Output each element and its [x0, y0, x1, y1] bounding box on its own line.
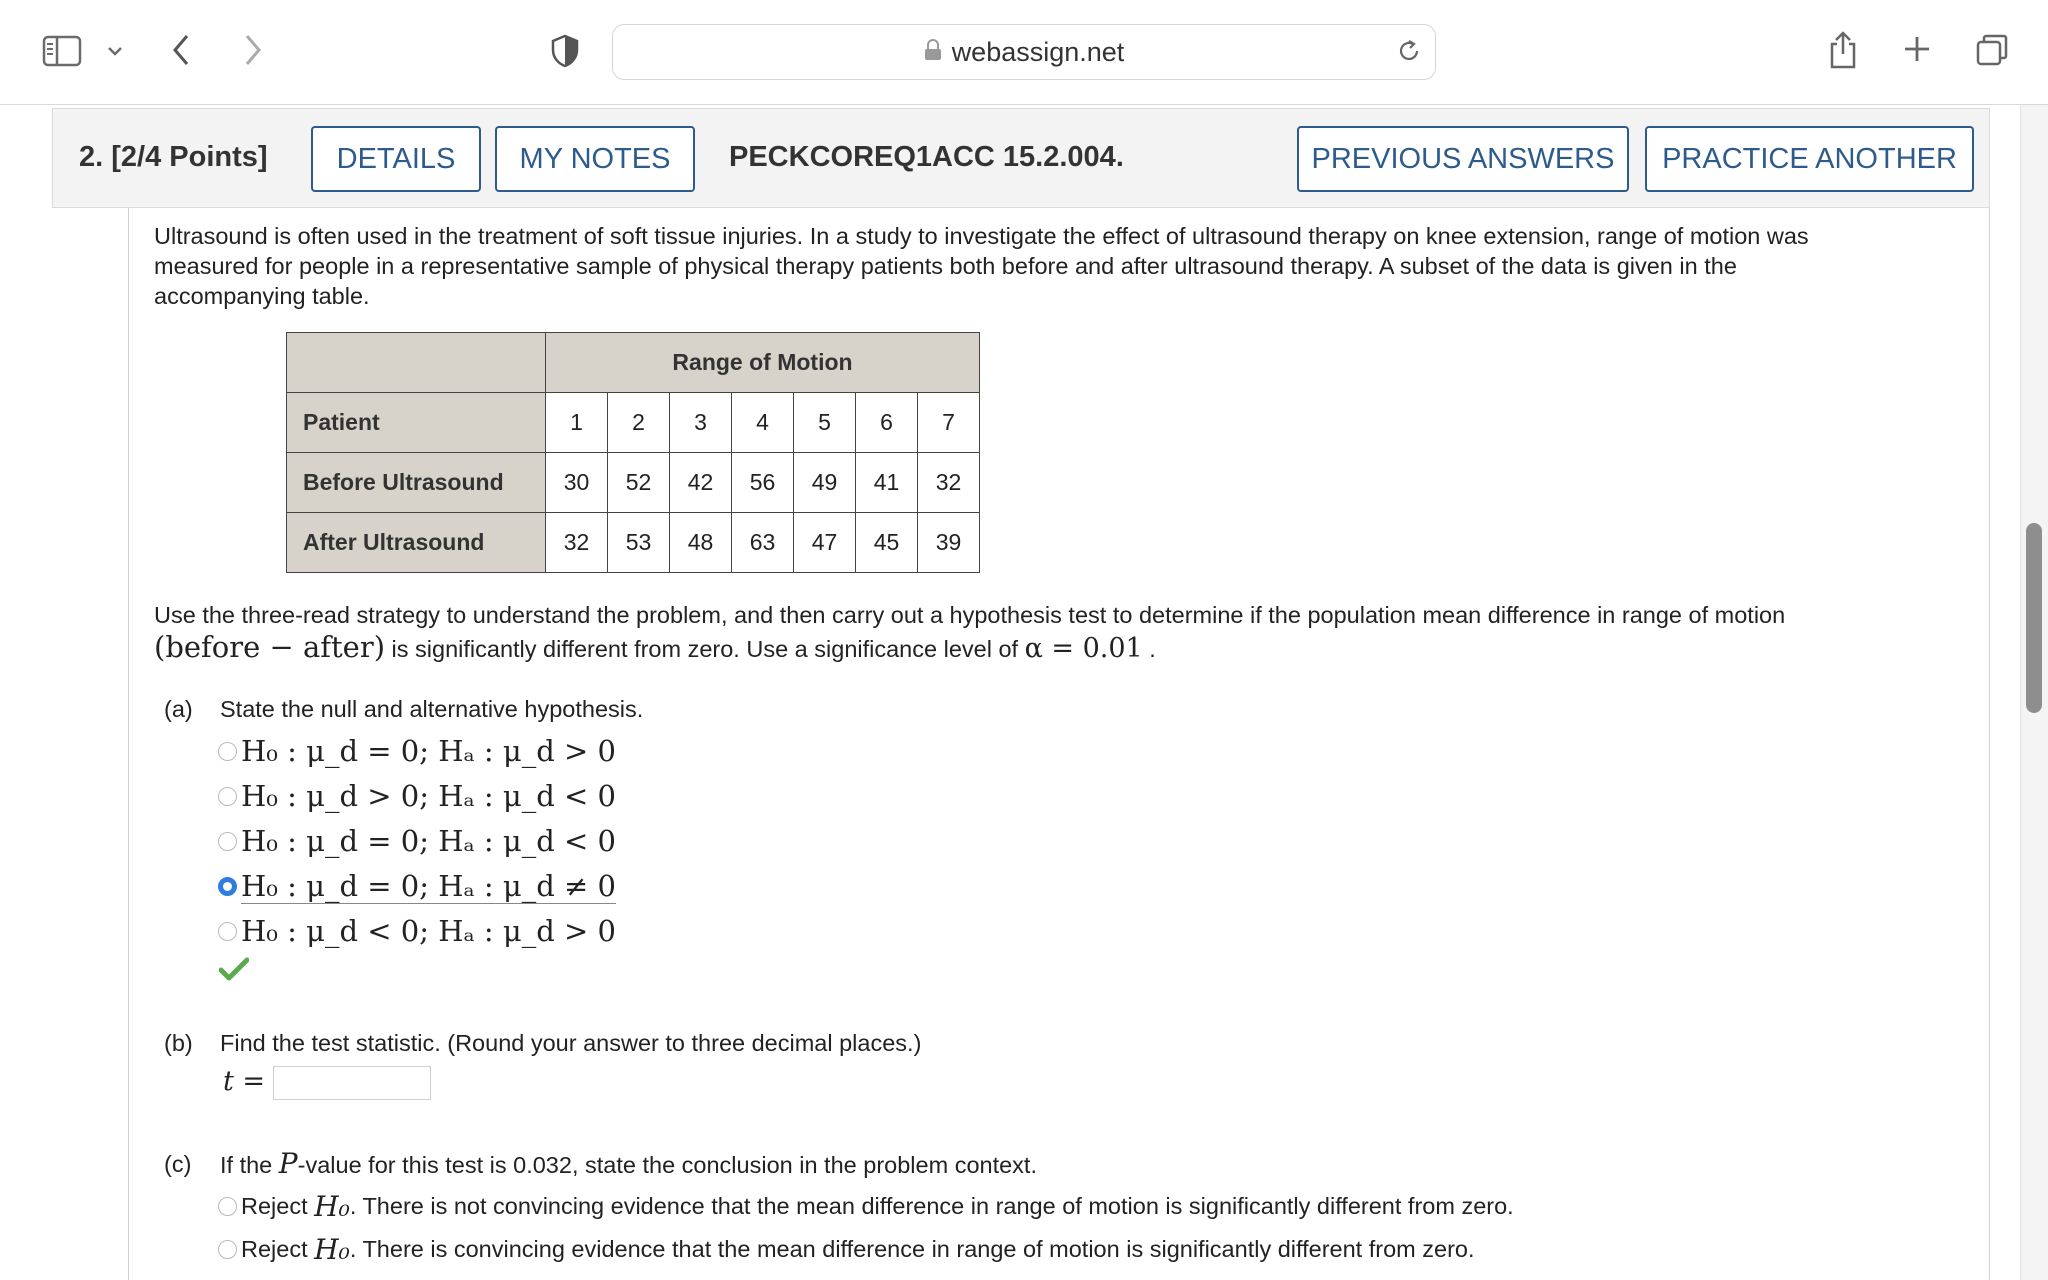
table-row	[287, 453, 980, 513]
conclusion-option[interactable]: Reject H₀ . There is convincing evidence that the mean difference in range of motion is significantly different from zero.	[218, 1233, 1475, 1266]
question-header	[52, 108, 1990, 208]
question-code: PECKCOREQ1ACC 15.2.004.	[729, 141, 1124, 173]
sidebar-toggle-icon[interactable]	[40, 34, 84, 68]
tab-overview-icon[interactable]	[1974, 32, 2010, 68]
radio-button[interactable]	[218, 922, 237, 941]
table-cell: 39	[918, 513, 980, 573]
table-row	[287, 393, 980, 453]
intro-text: Ultrasound is often used in the treatment of soft tissue injuries. In a study to investigate the effect of ultrasound therapy on knee extension, range of motion was measured for people in a representative sample of physical therapy patients both before and after ultrasound therapy. A subset of the data is given in the accompanying table.	[154, 223, 1809, 309]
table-cell: 1	[546, 393, 608, 453]
back-icon[interactable]	[166, 30, 196, 70]
option-text: H₀ : μ_d = 0; Hₐ : μ_d ≠ 0	[241, 868, 616, 903]
hypothesis-option[interactable]	[218, 821, 616, 861]
difference-expression: (before − after)	[154, 630, 386, 664]
part-a-prompt: State the null and alternative hypothesis.	[220, 696, 644, 722]
table-cell: 4	[732, 393, 794, 453]
browser-toolbar	[0, 0, 2048, 105]
radio-button[interactable]	[218, 742, 237, 761]
table-corner	[287, 333, 546, 393]
my-notes-button[interactable]: MY NOTES	[495, 126, 695, 192]
radio-button-selected[interactable]	[218, 877, 237, 896]
practice-another-button[interactable]: PRACTICE ANOTHER	[1645, 126, 1974, 192]
table-cell: 47	[794, 513, 856, 573]
table-cell: 53	[608, 513, 670, 573]
t-label: t =	[223, 1066, 266, 1097]
question-number: 2. [2/4 Points]	[79, 141, 268, 173]
table-cell: 3	[670, 393, 732, 453]
table-cell: 52	[608, 453, 670, 513]
details-button[interactable]: DETAILS	[311, 126, 481, 192]
address-domain: webassign.net	[951, 36, 1125, 67]
check-icon	[219, 956, 249, 982]
table-cell: 7	[918, 393, 980, 453]
table-cell: 32	[918, 453, 980, 513]
row-label: After Ultrasound	[287, 513, 546, 573]
part-a-label: (a)	[164, 696, 193, 722]
table-cell: 6	[856, 393, 918, 453]
hypothesis-option[interactable]	[218, 731, 616, 771]
table-cell: 42	[670, 453, 732, 513]
table-cell: 32	[546, 513, 608, 573]
share-icon[interactable]	[1824, 28, 1862, 72]
radio-button[interactable]	[218, 787, 237, 806]
forward-icon[interactable]	[238, 30, 268, 70]
option-text: H₀ : μ_d = 0; Hₐ : μ_d > 0	[241, 734, 616, 768]
table-cell: 48	[670, 513, 732, 573]
table-cell: 63	[732, 513, 794, 573]
table-cell: 45	[856, 513, 918, 573]
hypothesis-option-selected[interactable]	[218, 866, 616, 906]
row-label: Before Ultrasound	[287, 453, 546, 513]
previous-answers-button[interactable]: PREVIOUS ANSWERS	[1297, 126, 1629, 192]
reload-icon[interactable]	[1394, 36, 1424, 66]
option-text: H₀ : μ_d < 0; Hₐ : μ_d > 0	[241, 914, 616, 948]
scrollbar-thumb[interactable]	[2026, 523, 2042, 713]
range-of-motion-table	[286, 332, 980, 573]
table-cell: 56	[732, 453, 794, 513]
hypothesis-option[interactable]	[218, 911, 616, 951]
table-cell: 49	[794, 453, 856, 513]
option-text: H₀ : μ_d = 0; Hₐ : μ_d < 0	[241, 824, 616, 858]
part-c-prompt: If the P-value for this test is 0.032, state the conclusion in the problem context.	[220, 1147, 1037, 1180]
address-bar[interactable]	[612, 24, 1436, 80]
privacy-shield-icon[interactable]	[548, 32, 582, 70]
chevron-down-icon[interactable]	[104, 40, 126, 62]
table-cell: 41	[856, 453, 918, 513]
hypothesis-option[interactable]	[218, 776, 616, 816]
table-cell: 30	[546, 453, 608, 513]
new-tab-icon[interactable]	[1900, 32, 1934, 66]
radio-button[interactable]	[218, 1240, 237, 1259]
table-header: Range of Motion	[546, 333, 980, 393]
conclusion-option[interactable]: Reject H₀ . There is not convincing evidence that the mean difference in range of motion is significantly different from zero.	[218, 1190, 1514, 1223]
option-text: H₀ : μ_d > 0; Hₐ : μ_d < 0	[241, 779, 616, 813]
radio-button[interactable]	[218, 1197, 237, 1216]
table-cell: 5	[794, 393, 856, 453]
lock-icon	[924, 39, 942, 66]
test-statistic-input[interactable]	[273, 1066, 431, 1100]
part-b-prompt: Find the test statistic. (Round your answer to three decimal places.)	[220, 1030, 922, 1056]
table-cell: 2	[608, 393, 670, 453]
part-c-label: (c)	[164, 1151, 192, 1177]
table-row	[287, 513, 980, 573]
alpha-value: α = 0.01	[1024, 633, 1143, 664]
instructions-text: Use the three-read strategy to understand the problem, and then carry out a hypothesis test to determine if the population mean difference in range of motion (before − after) is significantly different from zero. Use a significance level of α = 0.01 .	[154, 602, 1786, 664]
row-label: Patient	[287, 393, 546, 453]
radio-button[interactable]	[218, 832, 237, 851]
part-b-label: (b)	[164, 1030, 193, 1056]
